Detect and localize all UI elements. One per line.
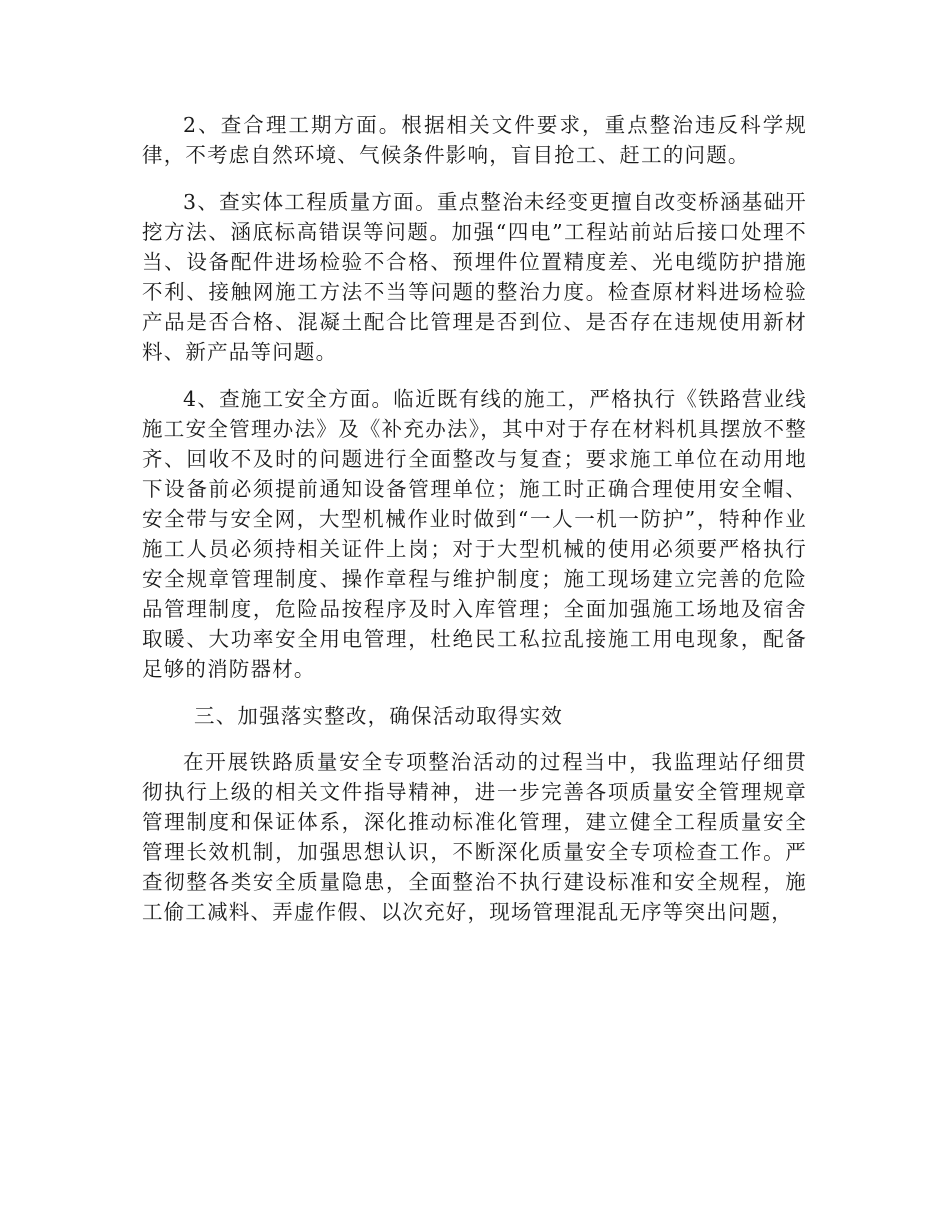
section-heading: 三、加强落实整改，确保活动取得实效	[194, 704, 563, 728]
paragraph-construction-safety: 4、查施工安全方面。临近既有线的施工，严格执行《铁路营业线施工安全管理办法》及《补充办法》，其中对于存在材料机具摆放不整齐、回收不及时的问题进行全面整改与复查；要求施工单位在动用地下设备前必须提前通知设备管理单位；施工时正确合理使用安全帽、安全带与安全网，大型机械作业时做到“一人一机一防护”，特种作业施工人员必须持相关证件上岗；对于大型机械的使用必须要严格执行安全规章管理制度、操作章程与维护制度；施工现场建立完善的危险品管理制度，危险品按程序及时入库管理；全面加强施工场地及宿舍取暖、大功率安全用电管理，杜绝民工私拉乱接施工用电现象，配备足够的消防器材。	[142, 387, 807, 681]
document-page	[142, 110, 807, 944]
paragraph-rectification: 在开展铁路质量安全专项整治活动的过程当中，我监理站仔细贯彻执行上级的相关文件指导精神，进一步完善各项质量安全管理规章管理制度和保证体系，深化推动标准化管理，建立健全工程质量安全管理长效机制，加强思想认识，不断深化质量安全专项检查工作。严查彻整各类安全质量隐患，全面整治不执行建设标准和安全规程，施工偷工减料、弄虚作假、以次充好，现场管理混乱无序等突出问题，	[142, 750, 807, 924]
paragraph-reasonable-schedule: 2、查合理工期方面。根据相关文件要求，重点整治违反科学规律，不考虑自然环境、气候条件影响，盲目抢工、赶工的问题。	[142, 113, 807, 167]
paragraph-engineering-quality: 3、查实体工程质量方面。重点整治未经变更擅自改变桥涵基础开挖方法、涵底标高错误等问题。加强“四电”工程站前站后接口处理不当、设备配件进场检验不合格、预埋件位置精度差、光电缆防护措施不利、接触网施工方法不当等问题的整治力度。检查原材料进场检验产品是否合格、混凝土配合比管理是否到位、是否存在违规使用新材料、新产品等问题。	[142, 190, 807, 364]
